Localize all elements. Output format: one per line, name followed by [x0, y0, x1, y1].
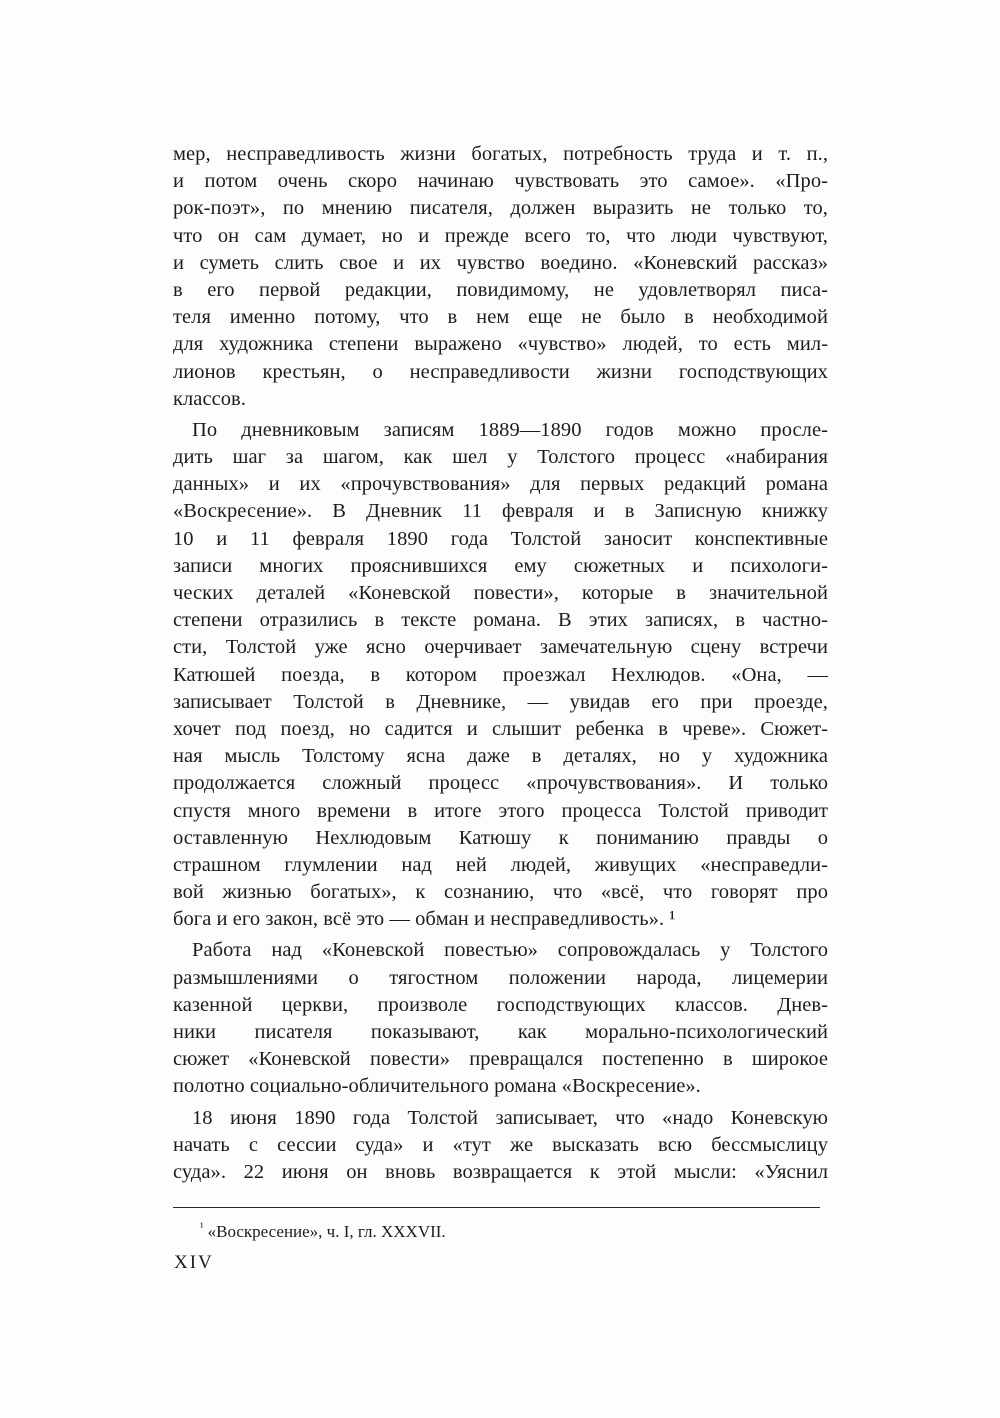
text-line: суда». 22 июня он вновь возвращается к этой мысли: «Уяснил	[173, 1160, 828, 1183]
text-line: продолжается сложный процесс «прочувствования». И только	[173, 772, 828, 795]
text-line: рок-поэт», по мнению писателя, должен выразить не только то,	[173, 197, 828, 220]
text-line: «Воскресение». В Дневник 11 февраля и в Записную книжку	[173, 500, 828, 523]
text-line: что он сам думает, но и прежде всего то, что люди чувствуют,	[173, 224, 828, 247]
text-line: мер, несправедливость жизни богатых, потребность труда и т. п.,	[173, 143, 828, 165]
text-line: сюжет «Коневской повести» превращался постепенно в широкое	[173, 1048, 828, 1071]
text-line: данных» и их «прочувствования» для первых редакций романа	[173, 473, 828, 496]
text-line: спустя много времени в итоге этого процесса Толстой приводит	[173, 799, 828, 822]
text-line: записывает Толстой в Дневнике, — увидав его при проезде,	[173, 690, 828, 713]
text-line: классов.	[173, 387, 246, 410]
text-line: дить шаг за шагом, как шел у Толстого процесс «набирания	[173, 446, 828, 469]
footnote-divider	[173, 1207, 820, 1208]
text-line: в его первой редакции, повидимому, не удовлетворял писа-	[173, 278, 828, 301]
body-text	[173, 141, 828, 1186]
text-line: страшном глумлении над ней людей, живущих «несправедли-	[173, 853, 828, 876]
text-line: хочет под поезд, но садится и слышит ребенка в чреве». Сюжет-	[173, 717, 828, 740]
text-line: бога и его закон, всё это — обман и несправедливость». ¹	[173, 908, 676, 931]
text-line: и потом очень скоро начинаю чувствовать это самое». «Про-	[173, 170, 828, 193]
footnote-marker: ¹	[200, 1220, 204, 1234]
text-line: Работа над «Коневской повестью» сопровождалась у Толстого	[192, 939, 828, 962]
text-line: лионов крестьян, о несправедливости жизни господствующих	[173, 360, 828, 383]
page-number: XIV	[174, 1252, 214, 1273]
text-line: сти, Толстой уже ясно очерчивает замечательную сцену встречи	[173, 636, 828, 659]
text-line: ная мысль Толстому ясна даже в деталях, но у художника	[173, 745, 828, 768]
text-line: казенной церкви, произволе господствующих классов. Днев-	[173, 993, 828, 1016]
text-line: 18 июня 1890 года Толстой записывает, что «надо Коневскую	[192, 1106, 828, 1129]
text-line: полотно социально-обличительного романа «Воскресение».	[173, 1075, 701, 1098]
text-line: По дневниковым записям 1889—1890 годов можно просле-	[192, 418, 828, 441]
text-line: Катюшей поезда, в котором проезжал Нехлюдов. «Она, —	[173, 663, 828, 686]
text-line: ники писателя показывают, как морально-психологический	[173, 1021, 828, 1043]
text-line: размышлениями о тягостном положении народа, лицемерии	[173, 966, 828, 989]
text-line: ческих деталей «Коневской повести», которые в значительной	[173, 582, 828, 604]
text-line: теля именно потому, что в нем еще не было в необходимой	[173, 306, 828, 329]
footnote-text: «Воскресение», ч. I, гл. XXXVII.	[207, 1222, 446, 1241]
text-line: начать с сессии суда» и «тут же высказать всю бессмыслицу	[173, 1133, 828, 1156]
footnote	[200, 1220, 446, 1245]
text-line: оставленную Нехлюдовым Катюшу к пониманию правды о	[173, 826, 828, 849]
text-line: и суметь слить свое и их чувство воедино. «Коневский рассказ»	[173, 251, 828, 274]
text-line: вой жизнью богатых», к сознанию, что «всё, что говорят про	[173, 881, 828, 904]
text-line: для художника степени выражено «чувство» людей, то есть мил-	[173, 333, 828, 356]
text-line: степени отразились в тексте романа. В этих записях, в частно-	[173, 609, 828, 632]
text-line: 10 и 11 февраля 1890 года Толстой заносит конспективные	[173, 527, 828, 550]
text-line: записи многих прояснившихся ему сюжетных и психологи-	[173, 554, 828, 577]
